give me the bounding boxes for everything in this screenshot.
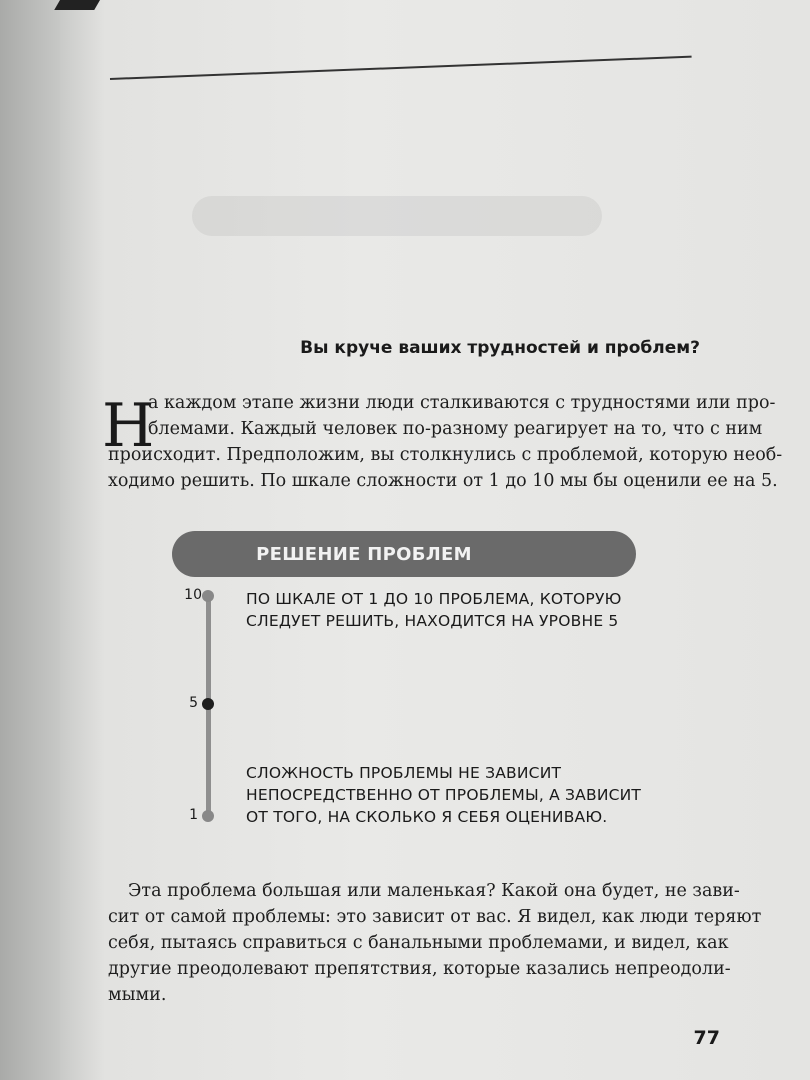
diagram-title: РЕШЕНИЕ ПРОБЛЕМ	[256, 543, 472, 565]
note-line: ПО ШКАЛЕ ОТ 1 ДО 10 ПРОБЛЕМА, КОТОРУЮ	[246, 590, 622, 608]
section-heading: Вы круче ваших трудностей и проблем?	[300, 338, 700, 358]
book-gutter	[0, 0, 60, 1080]
page-number: 77	[693, 1027, 720, 1049]
note-line: ОТ ТОГО, НА СКОЛЬКО Я СЕБЯ ОЦЕНИВАЮ.	[246, 808, 608, 826]
closing-line: мыми.	[108, 985, 167, 1005]
scale-dot-5	[202, 698, 214, 710]
scale-dot-1	[202, 810, 214, 822]
closing-line: себя, пытаясь справиться с банальными проблемами, и видел, как	[108, 933, 729, 953]
diagram-title-banner	[172, 531, 636, 577]
intro-paragraph	[148, 390, 776, 442]
intro-line: ходимо решить. По шкале сложности от 1 до 10 мы бы оценили ее на 5.	[108, 471, 778, 491]
intro-paragraph-continued	[108, 442, 783, 494]
tick-label-10: 10	[184, 587, 202, 603]
intro-line: происходит. Предположим, вы столкнулись с проблемой, которую необ-	[108, 445, 783, 465]
drop-cap: Н	[102, 391, 155, 461]
intro-line: блемами. Каждый человек по-разному реагирует на то, что с ним	[148, 419, 763, 439]
closing-line: другие преодолевают препятствия, которые казались непреодоли-	[108, 959, 731, 979]
tick-label-5: 5	[189, 695, 198, 711]
scale-note-bottom	[246, 762, 641, 828]
note-line: СЛЕДУЕТ РЕШИТЬ, НАХОДИТСЯ НА УРОВНЕ 5	[246, 612, 619, 630]
tick-label-1: 1	[189, 807, 198, 823]
scale-dot-10	[202, 590, 214, 602]
closing-line: сит от самой проблемы: это зависит от вас. Я видел, как люди теряют	[108, 907, 762, 927]
note-line: НЕПОСРЕДСТВЕННО ОТ ПРОБЛЕМЫ, А ЗАВИСИТ	[246, 786, 642, 804]
show-through-shape	[192, 196, 602, 236]
page-corner-tab	[54, 0, 100, 10]
note-line: СЛОЖНОСТЬ ПРОБЛЕМЫ НЕ ЗАВИСИТ	[246, 764, 562, 782]
intro-line: а каждом этапе жизни люди сталкиваются с трудностями или про-	[148, 393, 776, 413]
closing-line: Эта проблема большая или маленькая? Какой она будет, не зави-	[128, 881, 740, 901]
scale-note-top	[246, 588, 622, 632]
closing-paragraph	[108, 878, 762, 1008]
